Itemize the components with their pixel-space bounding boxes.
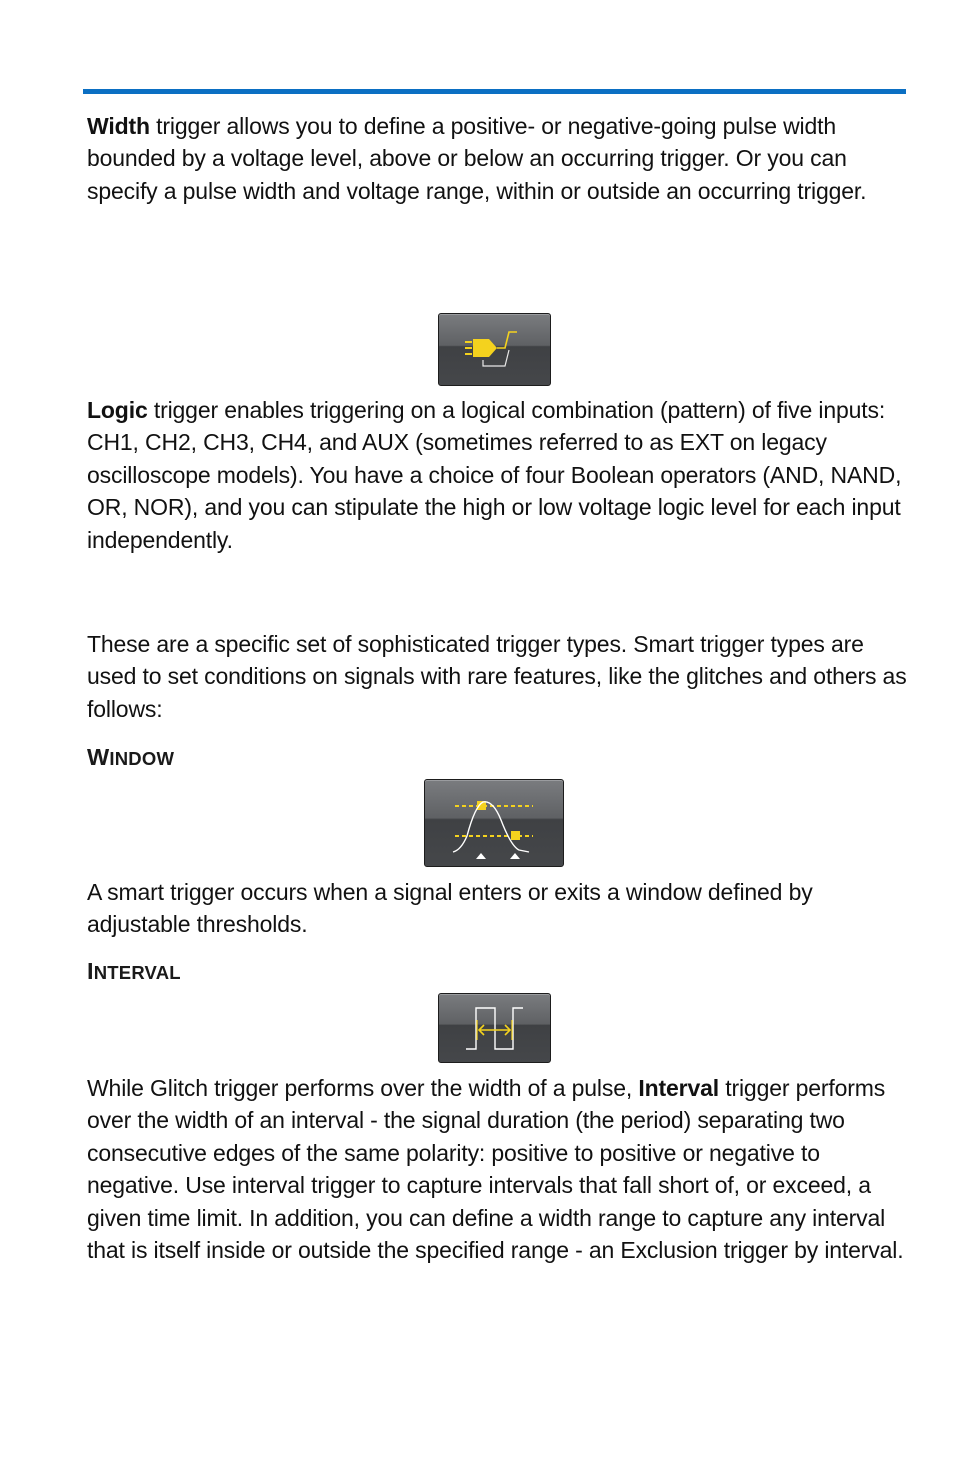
width-description: trigger allows you to define a positive- or negative-going pulse width bounded by a voltage level, above or below an occurring trigger. Or you can specify a pulse width and voltage range, within or outside an occurring trigger. bbox=[87, 113, 867, 204]
logic-description: trigger enables triggering on a logical combination (pattern) of five inputs: CH1, CH2, CH3, CH4, and AUX (sometimes referred to as EXT on legacy oscilloscope models). You have a choice of four Boolean operators (AND, NAND, OR, NOR), and you can stipulate the high or low voltage logic level for each input independently. bbox=[87, 397, 902, 553]
window-heading: WINDOW bbox=[87, 744, 175, 770]
width-term: Width bbox=[87, 113, 150, 139]
window-trigger-icon bbox=[424, 779, 564, 867]
smart-trigger-paragraph: These are a specific set of sophisticated trigger types. Smart trigger types are used to set conditions on signals with rare features, like the glitches and others as follows: bbox=[87, 631, 907, 722]
interval-trigger-icon bbox=[438, 993, 551, 1063]
logic-trigger-paragraph bbox=[87, 394, 907, 556]
logic-term: Logic bbox=[87, 397, 148, 423]
logic-gate-icon bbox=[438, 313, 551, 386]
top-rule bbox=[83, 89, 906, 94]
interval-term: Interval bbox=[638, 1075, 719, 1101]
window-description: A smart trigger occurs when a signal enters or exits a window defined by adjustable thresholds. bbox=[87, 879, 813, 938]
width-trigger-paragraph bbox=[87, 110, 907, 207]
interval-description: While Glitch trigger performs over the width of a pulse, Interval trigger performs over the width of an interval - the signal duration (the period) separating two consecutive edges of the same polarity: positive to positive or negative to negative. Use interval trigger to capture intervals that fall short of, or exceed, a given time limit. In addition, you can define a width range to capture any interval that is itself inside or outside the specified range - an Exclusion trigger by interval. bbox=[87, 1075, 904, 1264]
interval-heading: INTERVAL bbox=[87, 958, 181, 984]
